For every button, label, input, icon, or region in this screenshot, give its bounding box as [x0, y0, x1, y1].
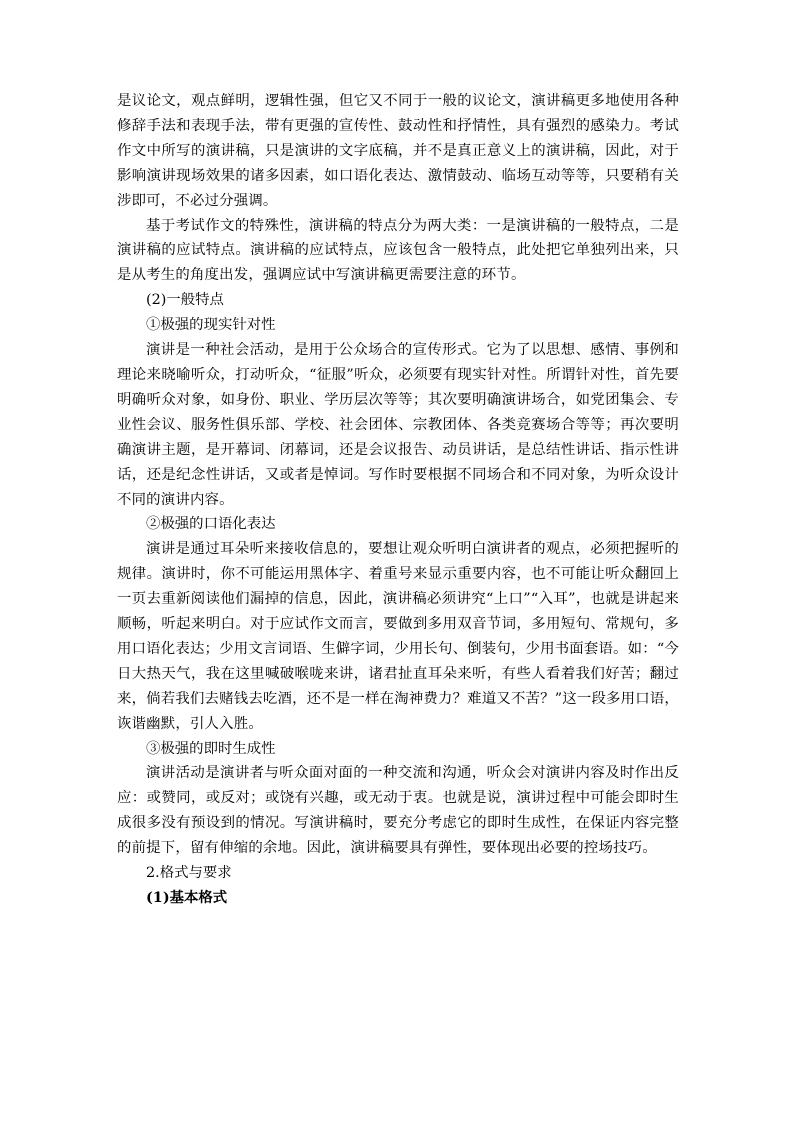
paragraph-oral-expression: 演讲是通过耳朵听来接收信息的，要想让观众听明白演讲者的观点，必须把握听的规律。演讲时，你不可能运用黑体字、着重号来显示重要内容，也不可能让听众翻回上一页去重新阅读他们漏掉的信息，因此，演讲稿必须讲究“上口”“入耳”，也就是讲起来顺畅，听起来明白。对于应试作文而言，要做到多用双音节词，多用短句、常规句，多用口语化表达；少用文言词语、生僻字词，少用长句、倒装句，少用书面套语。如：“今日大热天气，我在这里喊破喉咙来讲，诸君扯直耳朵来听，有些人看着我们好苦；翻过来，倘若我们去赌钱去吃酒，还不是一样在淘神费力？难道又不苦？”这一段多用口语，诙谐幽默，引人入胜。 — [117, 541, 680, 732]
heading-general-features: (2)一般特点 — [146, 292, 224, 309]
heading-oral-expression: ②极强的口语化表达 — [146, 516, 276, 533]
paragraph-intro-continued: 是议论文，观点鲜明，逻辑性强，但它又不同于一般的议论文，演讲稿更多地使用各种修辞手法和表现手法，带有更强的宣传性、鼓动性和抒情性，具有强烈的感染力。考试作文中所写的演讲稿，只是演讲的文字底稿，并不是真正意义上的演讲稿，因此，对于影响演讲现场效果的诸多因素，如口语化表达、激情鼓动、临场互动等等，只要稍有关涉即可，不必过分强调。 — [117, 93, 679, 209]
heading-format-requirements: 2.格式与要求 — [146, 865, 232, 882]
paragraph-realistic-relevance: 演讲是一种社会活动，是用于公众场合的宣传形式。它为了以思想、感情、事例和理论来晓喻听众，打动听众，“征服”听众，必须要有现实针对性。所谓针对性，首先要明确听众对象，如身份、职业、学历层次等等；其次要明确演讲场合，如党团集会、专业性会议、服务性俱乐部、学校、社会团体、宗教团体、各类竞赛场合等等；再次要明确演讲主题，是开幕词、闭幕词，还是会议报告、动员讲话，是总结性讲话、指示性讲话，还是纪念性讲话，又或者是悼词。写作时要根据不同场合和不同对象，为听众设计不同的演讲内容。 — [117, 342, 679, 508]
heading-realistic-relevance: ①极强的现实针对性 — [146, 317, 276, 334]
heading-instant-generation: ③极强的即时生成性 — [146, 740, 276, 757]
paragraph-instant-generation: 演讲活动是演讲者与听众面对面的一种交流和沟通，听众会对演讲内容及时作出反应：或赞同，或反对；或饶有兴趣，或无动于衷。也就是说，演讲过程中可能会即时生成很多没有预设到的情况。写演讲稿时，要充分考虑它的即时生成性，在保证内容完整的前提下，留有伸缩的余地。因此，演讲稿要具有弹性，要体现出必要的控场技巧。 — [117, 765, 679, 857]
heading-basic-format: (1)基本格式 — [146, 889, 228, 906]
paragraph-exam-characteristics: 基于考试作文的特殊性，演讲稿的特点分为两大类：一是演讲稿的一般特点，二是演讲稿的应试特点。演讲稿的应试特点，应该包含一般特点，此处把它单独列出来，只是从考生的角度出发，强调应试中写演讲稿更需要注意的环节。 — [117, 217, 679, 284]
document-page — [117, 89, 679, 911]
